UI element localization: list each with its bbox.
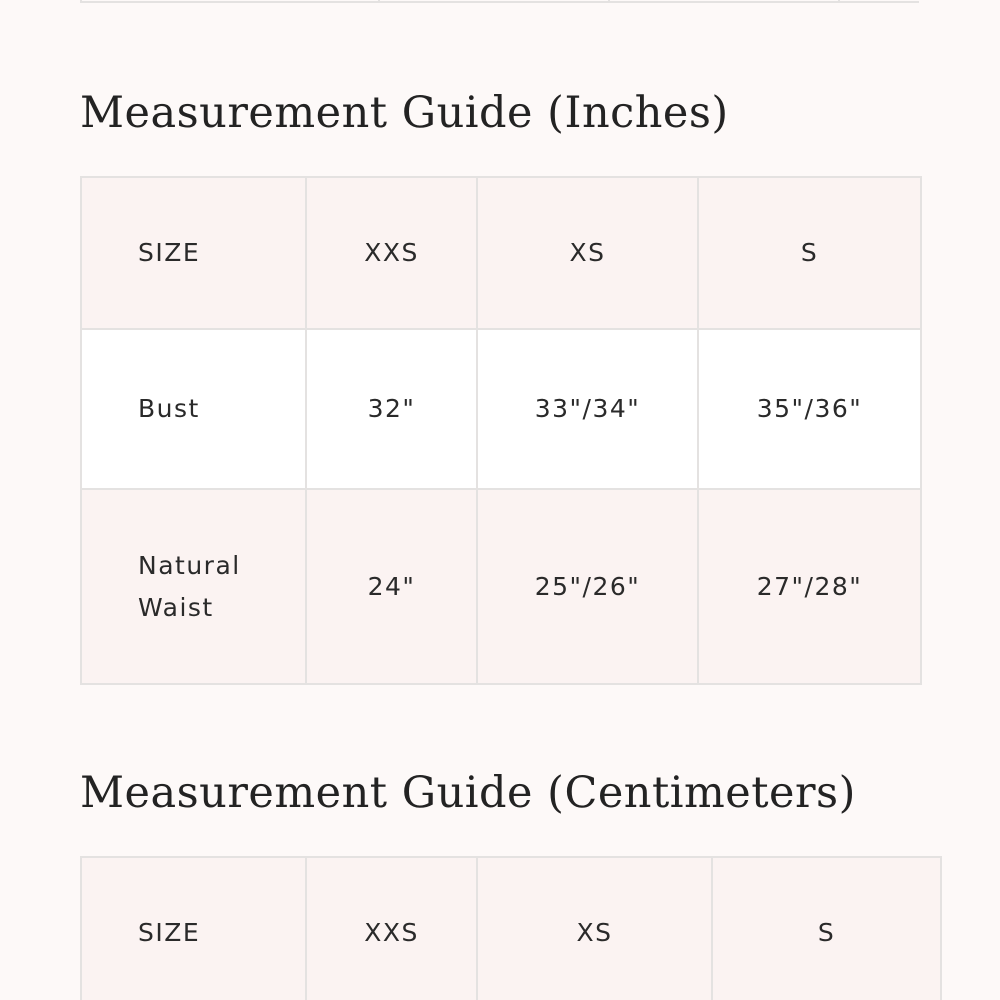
previous-table-cell [378,0,608,1]
bust-xxs-value: 32" [306,329,477,489]
waist-xxs-value: 24" [306,489,477,684]
bust-xs-value: 33"/34" [477,329,698,489]
table-row [81,329,921,489]
waist-xs-value: 25"/26" [477,489,698,684]
header-size-xxs: XXS [306,177,477,329]
table-header-row [81,177,921,329]
header-size-xs: XS [477,857,712,1000]
inches-size-table [80,176,922,685]
table-row [81,489,921,684]
header-size-label: SIZE [81,857,306,1000]
header-size-s: S [698,177,921,329]
previous-table-cell [608,0,838,1]
waist-s-value: 27"/28" [698,489,921,684]
previous-table-bottom-edge [80,0,919,3]
row-label-natural-waist [81,489,306,684]
cm-size-table [80,856,942,1000]
bust-s-value: 35"/36" [698,329,921,489]
cm-guide-title: Measurement Guide (Centimeters) [80,768,856,818]
header-size-xxs: XXS [306,857,477,1000]
natural-waist-label-text: Natural Waist [138,550,241,622]
previous-table-cell [838,0,919,1]
header-size-s: S [712,857,941,1000]
inches-guide-title: Measurement Guide (Inches) [80,88,729,138]
table-header-row [81,857,941,1000]
header-size-label: SIZE [81,177,306,329]
previous-table-cell [80,0,378,1]
header-size-xs: XS [477,177,698,329]
row-label-bust: Bust [81,329,306,489]
